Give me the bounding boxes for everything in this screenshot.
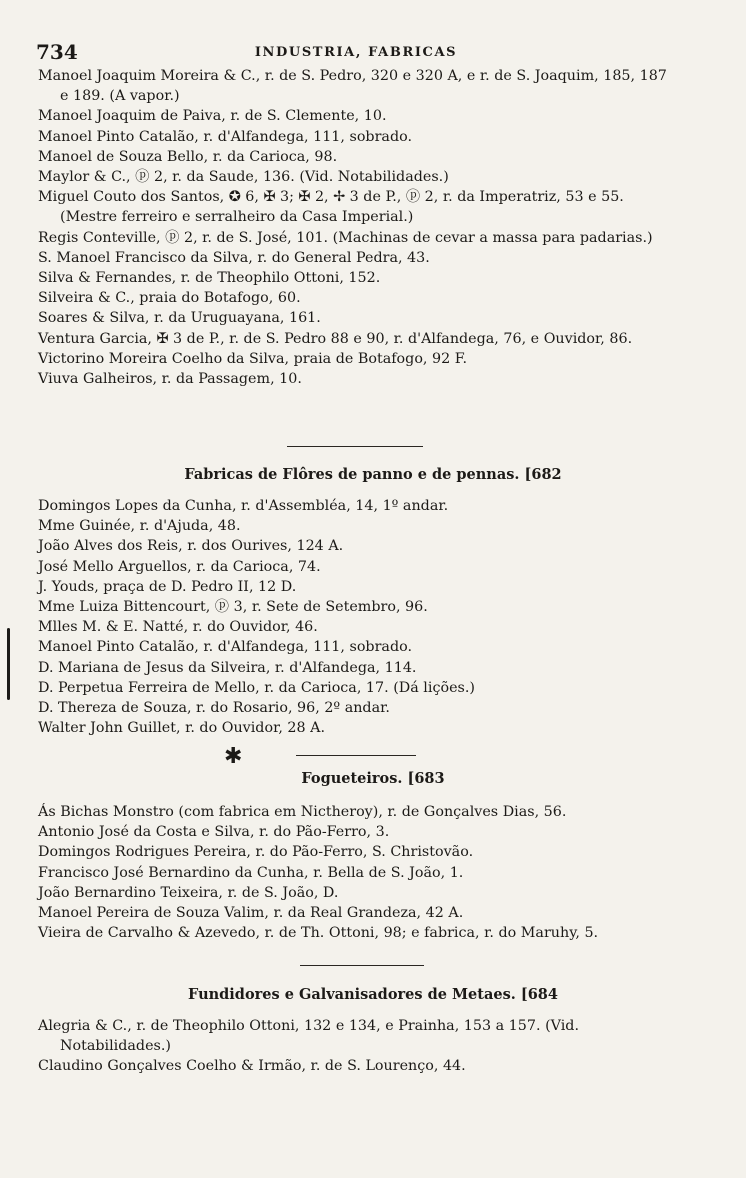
- list-item: Mlles M. & E. Natté, r. do Ouvidor, 46.: [38, 619, 318, 636]
- list-item: S. Manoel Francisco da Silva, r. do General Pedra, 43.: [38, 249, 430, 266]
- list-item: Claudino Gonçalves Coelho & Irmão, r. de S. Lourenço, 44.: [38, 1058, 466, 1075]
- page-number: 734: [36, 40, 78, 64]
- section-divider: [287, 446, 423, 447]
- list-item: Manoel Pinto Catalão, r. d'Alfandega, 111, sobrado.: [38, 639, 412, 656]
- section-heading-fundidores: Fundidores e Galvanisadores de Metaes. [684: [188, 986, 558, 1003]
- list-item: Ventura Garcia, ✠ 3 de P., r. de S. Pedro 88 e 90, r. d'Alfandega, 76, e Ouvidor, 86.: [38, 330, 633, 347]
- list-item: Silveira & C., praia do Botafogo, 60.: [38, 290, 301, 307]
- section-divider: [300, 965, 424, 966]
- list-item: Manoel Joaquim Moreira & C., r. de S. Pedro, 320 e 320 A, e r. de S. Joaquim, 185, 187 e 189. (A vapor.): [38, 68, 667, 105]
- section-4-entries: [38, 1016, 678, 1077]
- list-item: Antonio José da Costa e Silva, r. do Pão-Ferro, 3.: [38, 824, 390, 841]
- list-item: José Mello Arguellos, r. da Carioca, 74.: [38, 558, 321, 575]
- list-item: D. Perpetua Ferreira de Mello, r. da Carioca, 17. (Dá lições.): [38, 679, 475, 696]
- list-item: Manoel Pereira de Souza Valim, r. da Real Grandeza, 42 A.: [38, 905, 464, 922]
- list-item: J. Youds, praça de D. Pedro II, 12 D.: [38, 578, 297, 595]
- list-item: Mme Luiza Bittencourt, ⓟ 3, r. Sete de Setembro, 96.: [38, 599, 428, 616]
- list-item: Viuva Galheiros, r. da Passagem, 10.: [38, 371, 302, 388]
- list-item: Regis Conteville, ⓟ 2, r. de S. José, 101. (Machinas de cevar a massa para padarias.): [38, 229, 653, 246]
- list-item: Mme Guinée, r. d'Ajuda, 48.: [38, 518, 241, 535]
- list-item: Francisco José Bernardino da Cunha, r. Bella de S. João, 1.: [38, 864, 464, 881]
- section-heading-flores: Fabricas de Flôres de panno e de pennas. [682: [184, 466, 562, 483]
- list-item: Soares & Silva, r. da Uruguayana, 161.: [38, 310, 321, 327]
- list-item: D. Thereza de Souza, r. do Rosario, 96, 2º andar.: [38, 700, 390, 717]
- list-item: Silva & Fernandes, r. de Theophilo Ottoni, 152.: [38, 270, 381, 287]
- list-item: João Bernardino Teixeira, r. de S. João, D.: [38, 884, 339, 901]
- list-item: Manoel Pinto Catalão, r. d'Alfandega, 111, sobrado.: [38, 128, 412, 145]
- list-item: Miguel Couto dos Santos, ✪ 6, ✠ 3; ✠ 2, ✢ 3 de P., ⓟ 2, r. da Imperatriz, 53 e 55. (Mestre ferreiro e serralheiro da Casa Imperial.): [38, 189, 624, 226]
- page-header: [36, 40, 676, 64]
- list-item: Manoel Joaquim de Paiva, r. de S. Clemente, 10.: [38, 108, 387, 125]
- list-item: Domingos Lopes da Cunha, r. d'Assembléa, 14, 1º andar.: [38, 498, 449, 514]
- ink-blot-icon: ✱: [224, 744, 243, 769]
- list-item: João Alves dos Reis, r. dos Ourives, 124 A.: [38, 538, 344, 555]
- list-item: Victorino Moreira Coelho da Silva, praia de Botafogo, 92 F.: [38, 350, 467, 367]
- section-2-entries: [38, 496, 678, 738]
- section-divider: [296, 755, 416, 756]
- section-1-entries: [38, 66, 678, 389]
- list-item: Maylor & C., ⓟ 2, r. da Saude, 136. (Vid. Notabilidades.): [38, 169, 449, 186]
- list-item: Vieira de Carvalho & Azevedo, r. de Th. Ottoni, 98; e fabrica, r. do Maruhy, 5.: [38, 925, 599, 942]
- list-item: Alegria & C., r. de Theophilo Ottoni, 132 e 134, e Prainha, 153 a 157. (Vid. Notabilidades.): [38, 1018, 579, 1055]
- section-3-entries: [38, 802, 678, 943]
- list-item: Ás Bichas Monstro (com fabrica em Nictheroy), r. de Gonçalves Dias, 56.: [38, 804, 567, 820]
- margin-mark: [7, 628, 10, 700]
- section-heading-fogueteiros: Fogueteiros. [683: [301, 770, 445, 787]
- list-item: D. Mariana de Jesus da Silveira, r. d'Alfandega, 114.: [38, 659, 417, 676]
- list-item: Domingos Rodrigues Pereira, r. do Pão-Ferro, S. Christovão.: [38, 844, 474, 861]
- running-title: INDUSTRIA, FABRICAS: [254, 45, 458, 60]
- list-item: Manoel de Souza Bello, r. da Carioca, 98.: [38, 148, 338, 165]
- list-item: Walter John Guillet, r. do Ouvidor, 28 A.: [38, 720, 326, 737]
